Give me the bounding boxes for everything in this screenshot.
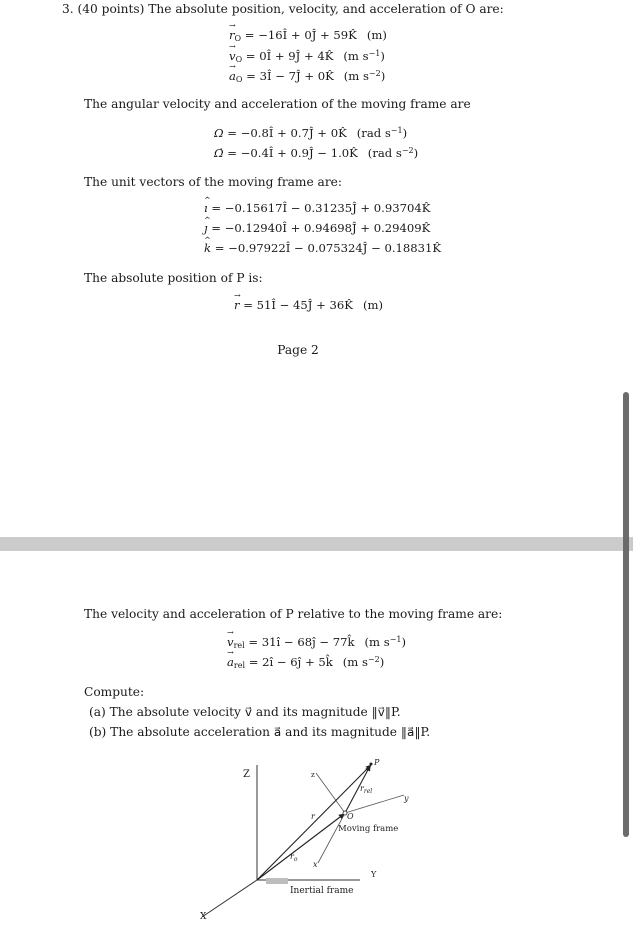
label-O: O	[347, 812, 354, 821]
unit-vector-j-eq: ^ ȷ = −0.12940Î + 0.94698Ĵ + 0.29409K̂	[204, 223, 430, 235]
ground-block	[266, 878, 288, 884]
angular-velocity-eq: Ω = −0.8Î + 0.7Ĵ + 0K̂ (rad $s^{-1}$)	[214, 126, 408, 140]
compute-label: Compute:	[84, 685, 145, 699]
moving-y-axis	[345, 795, 404, 813]
ro-vector	[257, 814, 344, 880]
origin-acceleration-eq: → $a_O$ = 3Î − 7Ĵ + 0K̂ (m $s^{-2}$)	[229, 70, 385, 84]
relative-acceleration-eq: → $a_{rel}$ = 2ı̂ − 6ȷ̂ + 5k̂ (m $s^{-2}$)	[227, 656, 384, 670]
label-Y: Y	[371, 870, 377, 879]
moving-x-axis	[318, 813, 345, 863]
origin-position-eq: → $r_O$ = −16Î + 0Ĵ + 59K̂ (m)	[229, 30, 387, 43]
relative-intro: The velocity and acceleration of P relative to the moving frame are:	[84, 607, 503, 621]
page-separator	[0, 537, 633, 551]
unit-vectors-intro: The unit vectors of the moving frame are:	[84, 175, 342, 189]
unit-vector-i-eq: ^ ı = −0.15617Î − 0.31235Ĵ + 0.93704K̂	[204, 203, 430, 215]
moving-z-axis	[316, 773, 345, 813]
point-p	[370, 763, 373, 766]
label-y: y	[404, 794, 409, 803]
label-X: X	[200, 912, 207, 922]
label-r: r	[311, 812, 315, 821]
label-z: z	[311, 771, 315, 779]
angular-intro: The angular velocity and acceleration of the moving frame are	[84, 97, 471, 111]
position-p-eq: → r = 51Î − 45Ĵ + 36K̂ (m)	[234, 300, 383, 312]
position-intro: The absolute position of P is:	[84, 271, 263, 285]
angular-acceleration-eq: Ω̇ = −0.4Î + 0.9Ĵ − 1.0K̂ (rad $s^{-2}$)	[214, 146, 419, 160]
vertical-scrollbar[interactable]	[623, 392, 629, 837]
relative-velocity-eq: → $v_{rel}$ = 31ı̂ − 68ȷ̂ − 77k̂ (m $s^{-1}$)	[227, 636, 406, 650]
frames-diagram	[190, 755, 420, 925]
label-rrel: $r_{rel}$	[360, 784, 373, 795]
unit-vector-k-eq: ^ k = −0.97922Î − 0.075324Ĵ − 0.18831K̂	[204, 243, 441, 255]
task-b: (b) The absolute acceleration a⃗ and its magnitude ‖a⃗‖P.	[89, 725, 431, 739]
label-moving-frame: Moving frame	[338, 824, 399, 834]
task-a: (a) The absolute velocity v⃗ and its magnitude ‖v⃗‖P.	[89, 705, 401, 719]
origin-velocity-eq: → $v_O$ = 0Î + 9Ĵ + 4K̂ (m $s^{-1}$)	[229, 50, 385, 64]
page-number: Page 2	[277, 343, 319, 357]
problem-heading: 3. (40 points) The absolute position, velocity, and acceleration of O are:	[62, 2, 504, 16]
label-inertial-frame: Inertial frame	[290, 886, 354, 896]
label-x: x	[313, 860, 318, 869]
inertial-x-axis	[202, 880, 257, 917]
label-P: P	[374, 758, 380, 767]
label-ro: $r_o$	[290, 852, 298, 863]
label-Z: Z	[243, 769, 250, 780]
